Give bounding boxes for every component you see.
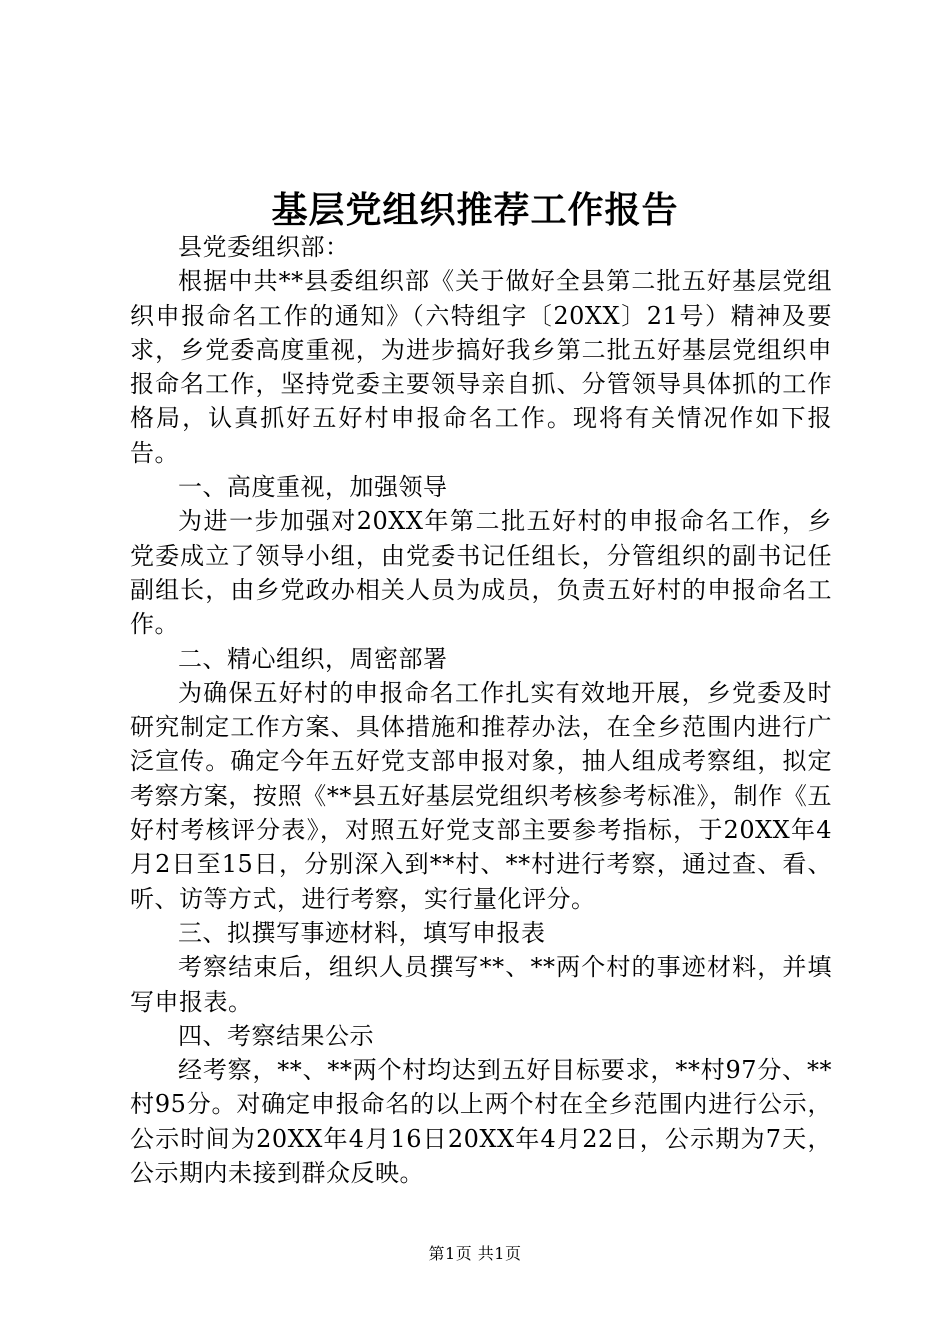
section-heading-3: 三、拟撰写事迹材料，填写申报表 xyxy=(178,918,546,947)
section-paragraph-4: 经考察，**、**两个村均达到五好目标要求，**村97分、**村95分。对确定申报命名的以上两个村在全乡范围内进行公示，公示时间为20XX年4月16日20XX年4月22日，公示期为7天，公示期内未接到群众反映。 xyxy=(130,1056,832,1188)
section-heading-1: 一、高度重视，加强领导 xyxy=(178,473,448,502)
section-paragraph-3: 考察结束后，组织人员撰写**、**两个村的事迹材料，并填写申报表。 xyxy=(130,953,832,1016)
intro-paragraph: 根据中共**县委组织部《关于做好全县第二批五好基层党组织申报命名工作的通知》（六特组字〔20XX〕21号）精神及要求，乡党委高度重视，为进步搞好我乡第二批五好基层党组织申报命名工作，坚持党委主要领导亲自抓、分管领导具体抓的工作格局，认真抓好五好村申报命名工作。现将有关情况作如下报告。 xyxy=(130,267,832,467)
section-paragraph-2: 为确保五好村的申报命名工作扎实有效地开展，乡党委及时研究制定工作方案、具体措施和推荐办法，在全乡范围内进行广泛宣传。确定今年五好党支部申报对象，抽人组成考察组，拟定考察方案，按照《**县五好基层党组织考核参考标准》，制作《五好村考核评分表》，对照五好党支部主要参考指标，于20XX年4月2日至15日，分别深入到**村、**村进行考察，通过查、看、听、访等方式，进行考察，实行量化评分。 xyxy=(130,678,832,913)
section-heading-2: 二、精心组织，周密部署 xyxy=(178,644,448,673)
section-heading-4: 四、考察结果公示 xyxy=(178,1021,374,1050)
section-paragraph-1: 为进一步加强对20XX年第二批五好村的申报命名工作，乡党委成立了领导小组，由党委书记任组长，分管组织的副书记任副组长，由乡党政办相关人员为成员，负责五好村的申报命名工作。 xyxy=(130,507,832,639)
page-footer: 第1页 共1页 xyxy=(428,1244,522,1263)
salutation: 县党委组织部： xyxy=(178,233,350,261)
document-title: 基层党组织推荐工作报告 xyxy=(271,189,679,231)
document-body xyxy=(130,230,832,1190)
